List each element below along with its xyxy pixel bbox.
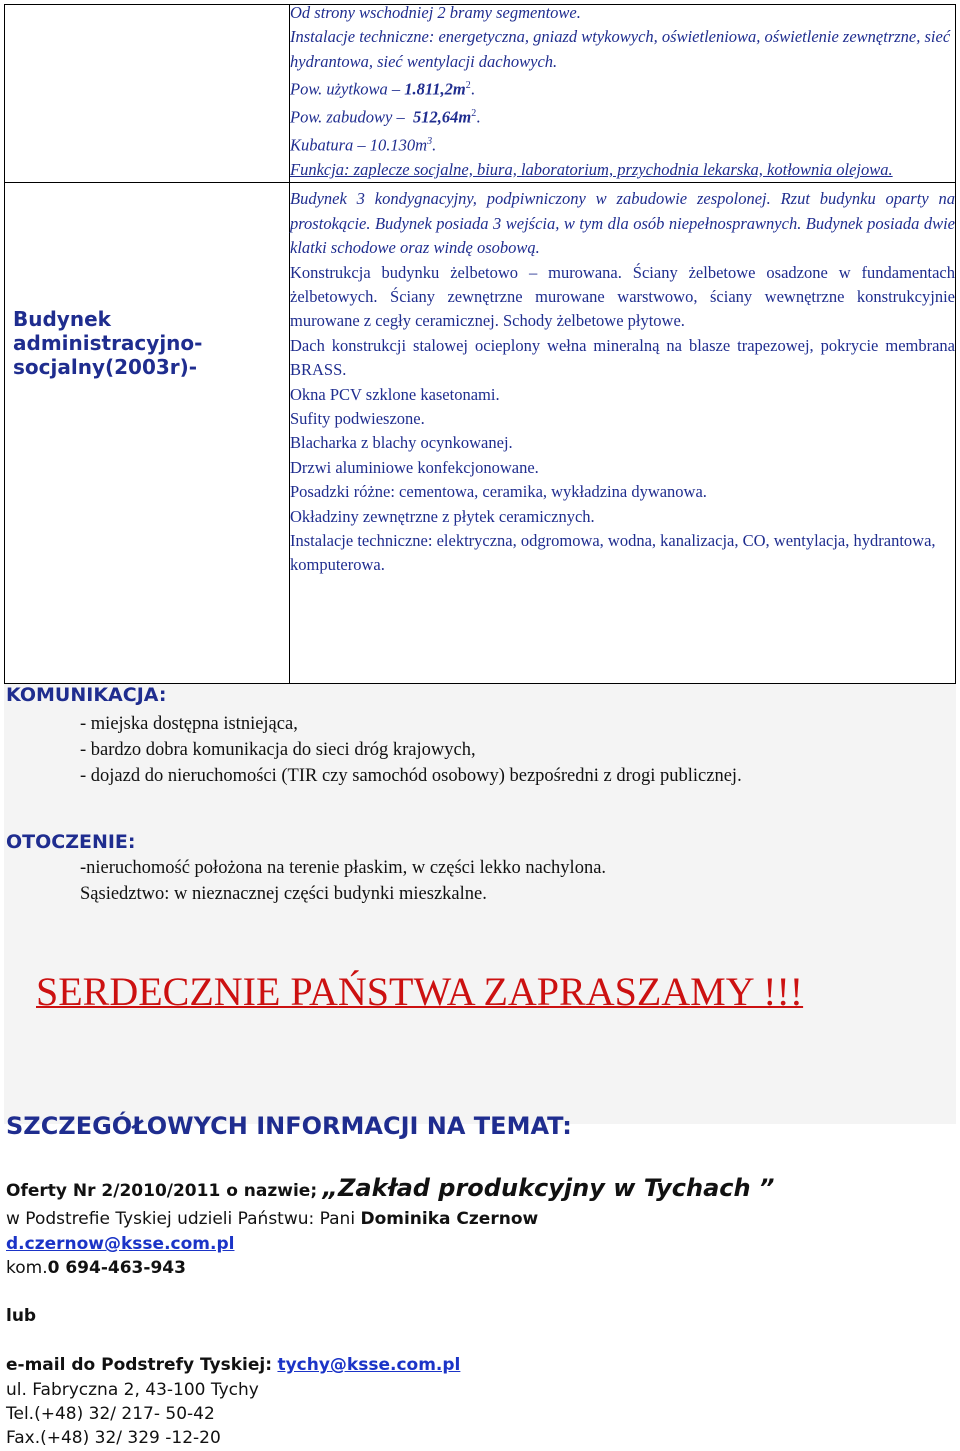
building-label-cell — [5, 183, 290, 684]
person-line: w Podstrefie Tyskiej udzieli Państwu: Pani Dominika Czernow — [6, 1209, 539, 1229]
communication-item: - dojazd do nieruchomości (TIR czy samochód osobowy) bezpośredni z drogi publicznej. — [80, 766, 742, 786]
fax: Fax.(+48) 32/ 329 -12-20 — [6, 1428, 221, 1448]
phone-line: kom.0 694-463-943 — [6, 1258, 186, 1278]
empty-cell — [5, 5, 290, 183]
telephone: Tel.(+48) 32/ 217- 50-42 — [6, 1404, 215, 1424]
description-paragraph: Blacharka z blachy ocynkowanej. — [290, 433, 513, 453]
zone-email-line: e-mail do Podstrefy Tyskiej: tychy@ksse.com.pl — [6, 1355, 461, 1375]
building-description-cell — [290, 183, 956, 684]
phone-number: 0 694-463-943 — [47, 1258, 186, 1278]
description-paragraph: Drzwi aluminiowe konfekcjonowane. — [290, 457, 539, 477]
or-text: lub — [6, 1306, 37, 1326]
building-specs-cell — [290, 5, 956, 183]
installations-info: Instalacje techniczne: energetyczna, gniazd wtykowych, oświetleniowa, oświetlenie zewnętrzne, sieć hydrantowa, sieć wentylacji dachowych. — [290, 27, 951, 71]
contact-heading: SZCZEGÓŁOWYCH INFORMACJI NA TEMAT: — [6, 1112, 572, 1140]
description-paragraph: Budynek 3 kondygnacyjny, podpiwniczony w zabudowie zespolonej. Rzut budynku oparty na prostokącie. Budynek posiada 3 wejścia, w tym dla osób niepełnosprawnych. Budynek posiada dwie klatki schodowe oraz windę osobową. — [290, 189, 955, 258]
description-paragraph: Sufity podwieszone. — [290, 409, 425, 428]
function-info: Funkcja: zaplecze socjalne, biura, laboratorium, przychodnia lekarska, kotłownia olejowa. — [290, 159, 893, 179]
offer-name: „Zakład produkcyjny w Tychach ” — [322, 1174, 775, 1202]
description-paragraph: Dach konstrukcji stalowej ocieplony wełna mineralną na blasze trapezowej, pokrycie membrana BRASS. — [290, 335, 955, 380]
building-label: Budynek administracyjno-socjalny(2003r)- — [13, 307, 203, 380]
surroundings-item: -nieruchomość położona na terenie płaskim, w części lekko nachylona. — [80, 858, 607, 878]
description-paragraph: Posadzki różne: cementowa, ceramika, wykładzina dywanowa. — [290, 482, 707, 502]
communication-heading: KOMUNIKACJA: — [6, 684, 167, 706]
person-name: Dominika Czernow — [360, 1209, 539, 1229]
offer-line: Oferty Nr 2/2010/2011 o nazwie; „Zakład produkcyjny w Tychach ” — [6, 1174, 775, 1202]
description-paragraph: Instalacje techniczne: elektryczna, odgromowa, wodna, kanalizacja, CO, wentylacja, hydrantowa, komputerowa. — [290, 531, 936, 575]
invitation-text: SERDECZNIE PAŃSTWA ZAPRASZAMY !!! — [36, 969, 804, 1014]
communication-item: - miejska dostępna istniejąca, — [80, 714, 298, 734]
volume: Kubatura – $10.130m^3$. — [290, 135, 437, 155]
usable-area: Pow. użytkowa – $1.811,2m^2$. — [290, 79, 475, 99]
building-details-table — [4, 4, 956, 684]
gate-info: Od strony wschodniej 2 bramy segmentowe. — [290, 3, 581, 22]
description-paragraph: Okna PCV szklone kasetonami. — [290, 384, 500, 404]
person-email-link[interactable]: d.czernow@ksse.com.pl — [6, 1234, 235, 1254]
description-paragraph: Okładziny zewnętrzne z płytek ceramicznych. — [290, 506, 595, 526]
description-paragraph: Konstrukcja budynku żelbetowo – murowana. Ściany żelbetowe osadzone w fundamentach żelbetowych. Ściany zewnętrzne murowane warstwowo, ściany wewnętrzne konstrukcyjnie murowane z cegły ceramicznej. Schody żelbetowe płytowe. — [290, 262, 955, 331]
zone-email-link[interactable]: tychy@ksse.com.pl — [277, 1355, 461, 1375]
built-area: Pow. zabudowy – $512,64m^2$. — [290, 107, 481, 127]
surroundings-item: Sąsiedztwo: w nieznacznej części budynki mieszkalne. — [80, 884, 487, 904]
communication-item: - bardzo dobra komunikacja do sieci dróg krajowych, — [80, 740, 476, 760]
surroundings-heading: OTOCZENIE: — [6, 831, 136, 853]
address: ul. Fabryczna 2, 43-100 Tychy — [6, 1380, 259, 1400]
person-email-line — [6, 1234, 234, 1254]
